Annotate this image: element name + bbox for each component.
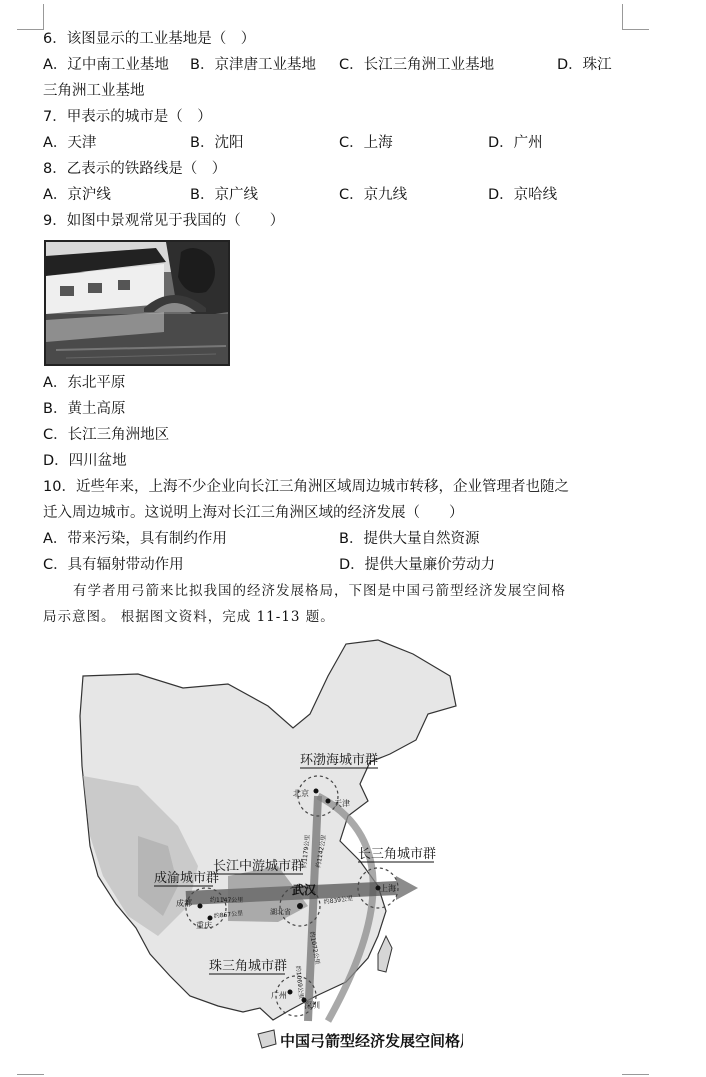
city-guangzhou: 广州	[271, 991, 287, 1000]
crop-mark-top-left-v	[43, 4, 44, 30]
question-9-option-d: D．四川盆地	[43, 453, 127, 469]
question-6-option-d-continued: 三角洲工业基地	[43, 83, 145, 99]
question-10-option-c: C．具有辐射带动作用	[43, 557, 184, 573]
city-chengdu: 成都	[176, 899, 192, 908]
city-wuhan: 武汉	[292, 883, 317, 897]
city-shenzhen: 深圳	[304, 1001, 320, 1010]
distance-1147: 约1147公里	[210, 897, 244, 904]
crop-mark-bottom-left-h	[17, 1074, 44, 1075]
label-pearl: 珠三角城市群	[209, 959, 288, 974]
question-9-option-a: A．东北平原	[43, 375, 126, 391]
question-6-option-d: D．珠江	[557, 57, 612, 73]
question-7-option-d: D．广州	[488, 135, 543, 151]
question-10-option-a: A．带来污染，具有制约作用	[43, 531, 227, 547]
bow-arrow-economic-map	[78, 636, 463, 1056]
arrow-head	[396, 876, 418, 900]
question-8-option-d: D．京哈线	[488, 187, 558, 203]
distance-1179: 约1179公里	[301, 834, 312, 869]
intro-line-1: 有学者用弓箭来比拟我国的经济发展格局，下图是中国弓箭型经济发展空间格	[73, 583, 566, 599]
question-7-stem: 7．甲表示的城市是（ ）	[43, 109, 212, 125]
question-10-stem-line-2: 迁入周边城市。这说明上海对长江三角洲区域的经济发展（ ）	[43, 505, 464, 521]
question-8-option-a: A．京沪线	[43, 187, 111, 203]
city-chongqing: 重庆	[196, 921, 212, 930]
crop-mark-top-right-v	[622, 4, 623, 30]
question-9-option-b: B．黄土高原	[43, 401, 126, 417]
question-8-option-b: B．京广线	[190, 187, 258, 203]
question-7-option-b: B．沈阳	[190, 135, 244, 151]
distance-1072: 约1072公里	[308, 931, 321, 966]
distance-1142: 约1142公里	[315, 834, 328, 869]
map-caption: 中国弓箭型经济发展空间格局	[280, 1032, 463, 1050]
water-town-photo	[44, 240, 230, 366]
question-8-stem: 8．乙表示的铁路线是（ ）	[43, 161, 227, 177]
city-tianjin: 天津	[334, 799, 350, 808]
intro-line-2: 局示意图。 根据图文资料，完成 11-13 题。	[43, 609, 335, 625]
label-yangtze-delta: 长三角城市群	[358, 847, 437, 862]
question-6-stem: 6．该图显示的工业基地是（ ）	[43, 31, 256, 47]
question-9-stem: 9．如图中景观常见于我国的（ ）	[43, 213, 285, 229]
city-hubei: 湖北省	[270, 908, 291, 916]
question-7-option-a: A．天津	[43, 135, 97, 151]
question-9-option-c: C．长江三角洲地区	[43, 427, 170, 443]
label-bohai: 环渤海城市群	[300, 753, 379, 768]
question-6-option-c: C．长江三角洲工业基地	[339, 57, 495, 73]
distance-867: 约867公里	[213, 909, 244, 920]
question-8-option-c: C．京九线	[339, 187, 408, 203]
label-chengyu: 成渝城市群	[154, 871, 220, 886]
city-shanghai: 上海	[380, 884, 396, 893]
city-beijing: 北京	[293, 789, 309, 798]
distance-839: 约839公里	[323, 894, 354, 906]
crop-mark-bottom-right-h	[622, 1074, 649, 1075]
question-10-option-b: B．提供大量自然资源	[339, 531, 480, 547]
question-6-option-a: A．辽中南工业基地	[43, 57, 169, 73]
crop-mark-top-left-h	[17, 29, 44, 30]
question-10-option-d: D．提供大量廉价劳动力	[339, 557, 496, 573]
label-yangtze-mid: 长江中游城市群	[213, 859, 305, 874]
question-10-stem-line-1: 10．近些年来，上海不少企业向长江三角洲区域周边城市转移，企业管理者也随之	[43, 479, 569, 495]
question-6-option-b: B．京津唐工业基地	[190, 57, 316, 73]
question-7-option-c: C．上海	[339, 135, 393, 151]
distance-1069: 约1069公里	[294, 965, 305, 1000]
crop-mark-top-right-h	[622, 29, 649, 30]
